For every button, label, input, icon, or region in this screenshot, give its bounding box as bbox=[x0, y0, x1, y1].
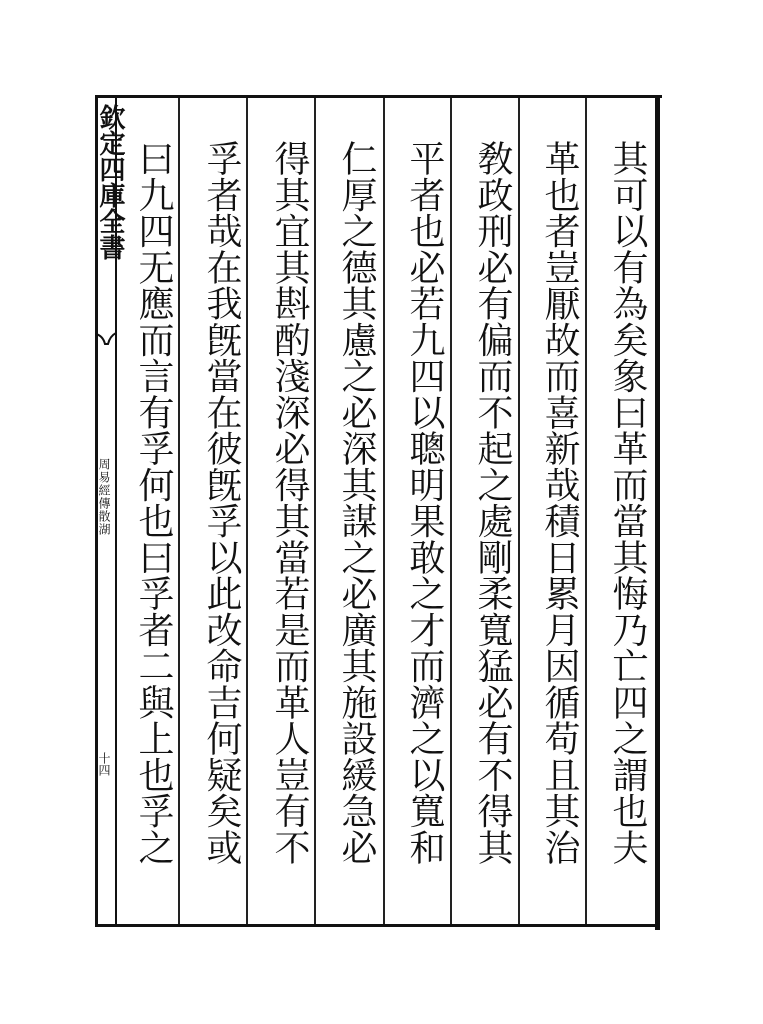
frame-top-border bbox=[95, 95, 662, 98]
frame-right-border bbox=[655, 95, 660, 930]
book-title: 周易經傳散湖 bbox=[97, 458, 111, 536]
frame-bottom-border bbox=[95, 924, 660, 927]
text-column-2: 革也者豈厭故而喜新哉積日累月因循苟且其治 bbox=[539, 140, 580, 865]
page-number: 十四 bbox=[97, 752, 111, 776]
fishtail-mark-icon bbox=[95, 332, 117, 346]
text-column-1: 其可以有為矣象曰革而當其悔乃亡四之謂也夫 bbox=[607, 140, 648, 865]
collection-title: 欽定四庫全書 bbox=[95, 104, 125, 260]
text-column-3: 敎政刑必有偏而不起之處剛柔寬猛必有不得其 bbox=[472, 140, 513, 865]
text-column-4: 平者也必若九四以聰明果敢之才而濟之以寬和 bbox=[404, 140, 445, 865]
text-column-5: 仁厚之德其慮之必深其謀之必廣其施設緩急必 bbox=[336, 140, 377, 865]
text-column-7: 孚者哉在我旣當在彼旣孚以此改命吉何疑矣或 bbox=[201, 140, 242, 865]
text-column-6: 得其宜其斟酌淺深必得其當若是而革人豈有不 bbox=[269, 140, 310, 865]
text-column-8: 曰九四无應而言有孚何也曰孚者二與上也孚之 bbox=[133, 140, 174, 865]
